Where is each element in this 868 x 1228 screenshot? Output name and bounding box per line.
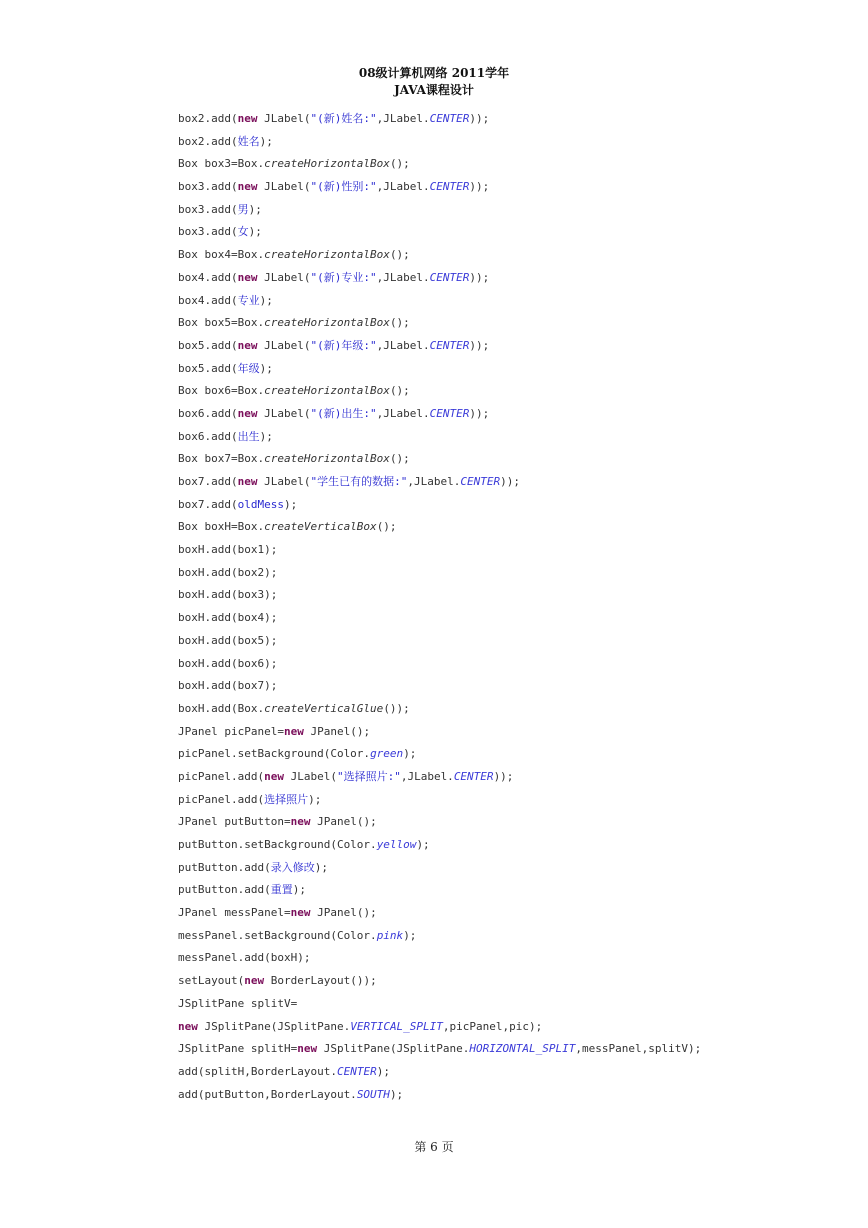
code-method: createVerticalGlue: [264, 701, 384, 715]
code-method: createHorizontalBox: [264, 452, 390, 466]
code-line: [178, 743, 701, 766]
code-line: [178, 834, 701, 857]
code-constant: CENTER: [429, 180, 470, 194]
code-text: boxH.add(box1);: [178, 543, 278, 557]
code-line: [178, 811, 701, 834]
code-text: );: [314, 860, 328, 874]
code-string: 年级: [237, 361, 260, 375]
code-line: [178, 1016, 701, 1039]
code-text: box5.add(: [178, 338, 238, 352]
code-text: Box box5=Box.: [178, 316, 265, 330]
code-string: oldMess: [237, 497, 284, 511]
code-method: createHorizontalBox: [264, 316, 390, 330]
code-method: createHorizontalBox: [264, 157, 390, 171]
code-text: JLabel(: [257, 180, 311, 194]
code-text: box3.add(: [178, 225, 238, 239]
code-text: ));: [469, 338, 490, 352]
code-listing: [178, 108, 701, 1106]
code-keyword: new: [237, 338, 258, 352]
code-text: JLabel(: [257, 338, 311, 352]
code-text: putButton.setBackground(Color.: [178, 838, 377, 851]
code-constant: CENTER: [460, 475, 501, 488]
code-constant: HORIZONTAL_SPLIT: [469, 1042, 576, 1056]
code-text: BorderLayout());: [264, 974, 377, 988]
code-text: messPanel.setBackground(Color.: [178, 928, 377, 942]
code-text: boxH.add(box6);: [178, 656, 278, 670]
code-line: [178, 494, 701, 517]
code-text: boxH.add(Box.: [178, 701, 265, 715]
code-line: [178, 879, 701, 902]
code-text: JLabel(: [257, 475, 311, 488]
code-text: );: [248, 225, 262, 239]
header-course-title: JAVA课程设计: [394, 83, 474, 97]
code-line: [178, 290, 701, 313]
code-text: boxH.add(box3);: [178, 588, 278, 602]
code-text: ));: [469, 180, 490, 194]
code-text: ,JLabel.: [376, 406, 430, 420]
code-line: [178, 108, 701, 131]
code-keyword: new: [290, 906, 311, 920]
code-text: );: [376, 1064, 390, 1078]
code-string: 录入修改: [270, 860, 315, 874]
code-text: ();: [389, 248, 410, 262]
code-text: picPanel.setBackground(Color.: [178, 747, 371, 761]
code-text: picPanel.add(: [178, 769, 265, 783]
code-string: 女: [237, 225, 249, 239]
code-text: box3.add(: [178, 202, 238, 216]
code-text: ,JLabel.: [376, 112, 430, 125]
code-line: [178, 516, 701, 539]
code-line: [178, 403, 701, 426]
code-line: [178, 630, 701, 653]
code-line: [178, 267, 701, 290]
code-keyword: new: [264, 769, 284, 783]
code-line: [178, 335, 701, 358]
code-text: ,messPanel,splitV);: [575, 1042, 702, 1056]
code-text: ));: [469, 406, 490, 420]
code-string: 出生: [237, 429, 260, 443]
code-text: ,picPanel,pic);: [442, 1019, 543, 1033]
code-constant: CENTER: [453, 769, 494, 783]
code-text: JLabel(: [257, 270, 311, 284]
code-text: ,JLabel.: [407, 475, 461, 488]
code-line: [178, 471, 701, 494]
code-string: "学生已有的数据:": [310, 475, 408, 488]
code-text: JPanel messPanel=: [178, 906, 291, 920]
code-text: Box box6=Box.: [178, 384, 265, 398]
code-text: ));: [469, 270, 490, 284]
code-string: "(新)专业:": [310, 270, 377, 284]
code-string: 专业: [237, 293, 260, 307]
code-line: [178, 1084, 701, 1107]
code-text: box6.add(: [178, 429, 238, 443]
code-line: [178, 153, 701, 176]
code-text: boxH.add(box7);: [178, 679, 278, 693]
code-line: [178, 698, 701, 721]
code-line: [178, 221, 701, 244]
code-keyword: new: [290, 815, 311, 829]
code-text: ,JLabel.: [376, 338, 430, 352]
code-constant: CENTER: [429, 112, 470, 125]
code-line: [178, 789, 701, 812]
code-text: box2.add(: [178, 134, 238, 148]
code-constant: yellow: [376, 838, 417, 851]
code-constant: CENTER: [336, 1064, 377, 1078]
code-constant: green: [370, 747, 404, 761]
code-text: Box box7=Box.: [178, 452, 265, 466]
code-text: JPanel putButton=: [178, 815, 291, 829]
code-text: ();: [389, 452, 410, 466]
code-text: boxH.add(box4);: [178, 611, 278, 625]
code-line: [178, 947, 701, 970]
code-text: );: [389, 1087, 404, 1101]
code-text: JSplitPane(JSplitPane.: [317, 1042, 470, 1056]
code-text: box7.add(: [178, 497, 238, 511]
code-text: putButton.add(: [178, 883, 271, 897]
code-text: JSplitPane splitV=: [178, 996, 298, 1010]
code-text: box4.add(: [178, 270, 238, 284]
code-text: putButton.add(: [178, 860, 271, 874]
code-line: [178, 584, 701, 607]
code-line: [178, 539, 701, 562]
code-text: box6.add(: [178, 406, 238, 420]
code-text: Box box4=Box.: [178, 248, 265, 262]
code-text: );: [259, 429, 273, 443]
code-line: [178, 857, 701, 880]
code-constant: CENTER: [429, 406, 470, 420]
code-line: [178, 970, 701, 993]
code-text: );: [283, 497, 298, 511]
code-text: Box boxH=Box.: [178, 520, 265, 534]
code-line: [178, 199, 701, 222]
code-text: JLabel(: [257, 112, 311, 125]
code-text: picPanel.add(: [178, 792, 265, 806]
code-text: ();: [389, 384, 410, 398]
code-string: "(新)姓名:": [310, 112, 377, 125]
code-text: ,JLabel.: [400, 769, 454, 783]
code-text: box7.add(: [178, 475, 238, 488]
code-text: JSplitPane splitH=: [178, 1042, 298, 1056]
code-string: 男: [237, 202, 249, 216]
code-string: "(新)年级:": [310, 338, 377, 352]
code-text: JPanel();: [310, 815, 377, 829]
code-keyword: new: [297, 1042, 318, 1056]
code-text: );: [259, 361, 273, 375]
code-constant: pink: [376, 928, 404, 942]
code-line: [178, 1038, 701, 1061]
code-text: Box box3=Box.: [178, 157, 265, 171]
code-line: [178, 176, 701, 199]
code-text: setLayout(: [178, 974, 245, 988]
code-line: [178, 131, 701, 154]
code-string: "选择照片:": [336, 769, 401, 783]
code-line: [178, 1061, 701, 1084]
code-string: 姓名: [237, 134, 260, 148]
code-constant: CENTER: [429, 270, 470, 284]
code-line: [178, 448, 701, 471]
code-text: );: [416, 838, 430, 851]
code-text: JLabel(: [257, 406, 311, 420]
code-line: [178, 902, 701, 925]
code-text: );: [403, 928, 417, 942]
code-text: );: [259, 293, 273, 307]
code-text: JPanel();: [310, 906, 377, 920]
code-text: );: [292, 883, 306, 897]
code-string: 重置: [270, 883, 293, 897]
code-line: [178, 766, 701, 789]
code-string: "(新)出生:": [310, 406, 377, 420]
code-line: [178, 607, 701, 630]
code-keyword: new: [283, 724, 304, 738]
header-course-year: 08级计算机网络 2011学年: [358, 66, 510, 80]
code-line: [178, 675, 701, 698]
code-text: box3.add(: [178, 180, 238, 194]
code-constant: VERTICAL_SPLIT: [350, 1019, 443, 1033]
code-text: ();: [389, 316, 410, 330]
code-text: ();: [376, 520, 397, 534]
code-text: );: [403, 747, 417, 761]
code-line: [178, 426, 701, 449]
code-constant: CENTER: [429, 338, 470, 352]
code-text: messPanel.add(boxH);: [178, 951, 311, 965]
code-line: [178, 721, 701, 744]
code-text: add(splitH,BorderLayout.: [178, 1064, 337, 1078]
code-keyword: new: [178, 1019, 198, 1033]
page-number: 第 6 页: [414, 1140, 454, 1154]
code-line: [178, 653, 701, 676]
code-keyword: new: [237, 406, 258, 420]
code-string: "(新)性别:": [310, 180, 377, 194]
code-line: [178, 380, 701, 403]
code-text: box4.add(: [178, 293, 238, 307]
code-text: boxH.add(box2);: [178, 565, 278, 579]
code-method: createVerticalBox: [264, 520, 377, 534]
code-constant: SOUTH: [356, 1087, 390, 1101]
code-line: [178, 925, 701, 948]
code-text: ));: [500, 475, 520, 488]
code-text: ));: [469, 112, 490, 125]
code-string: 选择照片: [264, 792, 309, 806]
code-keyword: new: [237, 270, 258, 284]
code-text: box2.add(: [178, 112, 238, 125]
code-line: [178, 993, 701, 1016]
code-method: createHorizontalBox: [264, 248, 390, 262]
code-keyword: new: [237, 112, 258, 125]
code-text: JSplitPane(JSplitPane.: [197, 1019, 351, 1033]
code-line: [178, 562, 701, 585]
code-text: );: [308, 792, 322, 806]
code-method: createHorizontalBox: [264, 384, 390, 398]
code-text: boxH.add(box5);: [178, 633, 278, 647]
code-text: ,JLabel.: [376, 270, 430, 284]
code-text: ());: [383, 701, 410, 715]
code-text: add(putButton,BorderLayout.: [178, 1087, 357, 1101]
code-line: [178, 312, 701, 335]
code-keyword: new: [237, 475, 258, 488]
code-text: );: [259, 134, 273, 148]
code-text: ();: [389, 157, 410, 171]
code-text: ,JLabel.: [376, 180, 430, 194]
code-text: JPanel();: [303, 724, 371, 738]
code-text: ));: [493, 769, 514, 783]
code-text: box5.add(: [178, 361, 238, 375]
code-keyword: new: [244, 974, 265, 988]
code-keyword: new: [237, 180, 258, 194]
code-text: JPanel picPanel=: [178, 724, 284, 738]
code-line: [178, 244, 701, 267]
code-line: [178, 358, 701, 381]
code-text: JLabel(: [283, 769, 337, 783]
code-text: );: [248, 202, 262, 216]
